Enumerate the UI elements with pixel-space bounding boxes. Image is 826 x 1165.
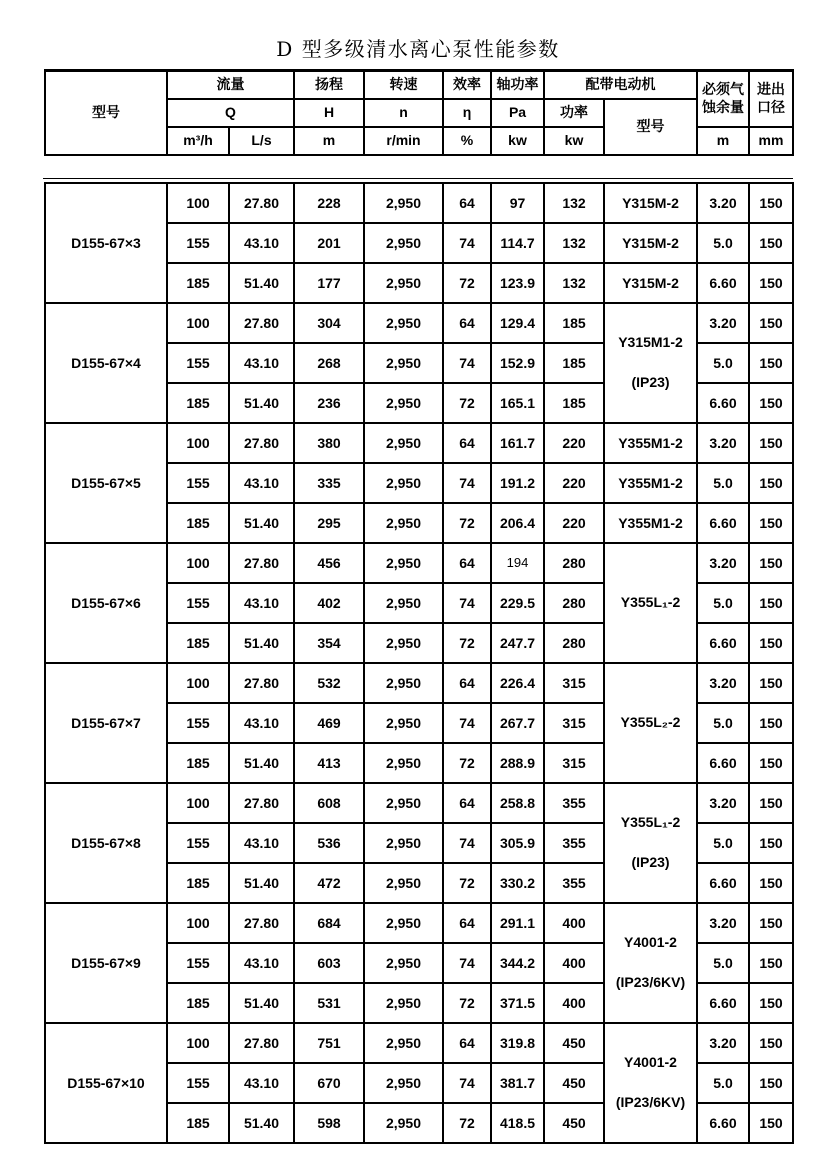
cell-head: 469 (294, 703, 364, 743)
pump-model-cell: D155-67×10 (45, 1023, 167, 1143)
cell-efficiency: 72 (443, 503, 491, 543)
cell-port: 150 (749, 903, 793, 943)
cell-shaft-power: 371.5 (491, 983, 544, 1023)
motor-model-line: (IP23/6KV) (615, 974, 686, 990)
table-row (45, 663, 793, 703)
cell-speed: 2,950 (364, 1023, 443, 1063)
cell-flow-ls: 27.80 (229, 183, 294, 223)
header-motor: 配带电动机 (544, 71, 697, 99)
cell-speed: 2,950 (364, 463, 443, 503)
cell-port: 150 (749, 303, 793, 343)
cell-head: 177 (294, 263, 364, 303)
cell-shaft-power: 291.1 (491, 903, 544, 943)
motor-model-line: Y355L₂-2 (620, 714, 681, 730)
cell-npsh: 6.60 (697, 383, 749, 423)
cell-head: 268 (294, 343, 364, 383)
cell-efficiency: 72 (443, 983, 491, 1023)
cell-npsh: 6.60 (697, 1103, 749, 1143)
header-flow: 流量 (167, 71, 294, 99)
cell-efficiency: 74 (443, 583, 491, 623)
cell-port: 150 (749, 1063, 793, 1103)
unit-motor-kw: kw (544, 127, 604, 155)
cell-flow-m3h: 185 (167, 1103, 229, 1143)
cell-npsh: 3.20 (697, 1023, 749, 1063)
cell-shaft-power: 206.4 (491, 503, 544, 543)
cell-speed: 2,950 (364, 503, 443, 543)
table-row (45, 543, 793, 583)
unit-port-mm: mm (749, 127, 793, 155)
cell-speed: 2,950 (364, 383, 443, 423)
cell-npsh: 5.0 (697, 703, 749, 743)
cell-head: 603 (294, 943, 364, 983)
cell-shaft-power: 288.9 (491, 743, 544, 783)
pump-model-cell: D155-67×9 (45, 903, 167, 1023)
cell-motor-power: 355 (544, 863, 604, 903)
cell-efficiency: 64 (443, 543, 491, 583)
cell-npsh: 3.20 (697, 663, 749, 703)
cell-flow-ls: 27.80 (229, 303, 294, 343)
cell-shaft-power: 330.2 (491, 863, 544, 903)
cell-flow-m3h: 100 (167, 183, 229, 223)
cell-npsh: 5.0 (697, 343, 749, 383)
cell-port: 150 (749, 223, 793, 263)
cell-speed: 2,950 (364, 343, 443, 383)
cell-port: 150 (749, 583, 793, 623)
cell-motor-power: 355 (544, 823, 604, 863)
cell-port: 150 (749, 663, 793, 703)
cell-flow-ls: 51.40 (229, 623, 294, 663)
cell-head: 402 (294, 583, 364, 623)
cell-port: 150 (749, 1023, 793, 1063)
cell-shaft-power: 381.7 (491, 1063, 544, 1103)
cell-shaft-power: 152.9 (491, 343, 544, 383)
cell-port: 150 (749, 543, 793, 583)
cell-flow-ls: 27.80 (229, 783, 294, 823)
cell-shaft-power: 319.8 (491, 1023, 544, 1063)
table-row (45, 423, 793, 463)
motor-model-line: Y315M1-2 (618, 334, 683, 350)
cell-efficiency: 64 (443, 903, 491, 943)
cell-shaft-power: 194 (491, 543, 544, 583)
cell-port: 150 (749, 823, 793, 863)
cell-speed: 2,950 (364, 703, 443, 743)
page-title: D 型多级清水离心泵性能参数 (276, 37, 560, 61)
cell-flow-ls: 27.80 (229, 1023, 294, 1063)
unit-shaft-kw: kw (491, 127, 544, 155)
cell-efficiency: 74 (443, 943, 491, 983)
table-gap (44, 156, 792, 178)
motor-model-cell (604, 303, 697, 423)
cell-head: 380 (294, 423, 364, 463)
cell-flow-ls: 43.10 (229, 943, 294, 983)
cell-flow-ls: 43.10 (229, 1063, 294, 1103)
cell-head: 684 (294, 903, 364, 943)
cell-shaft-power: 258.8 (491, 783, 544, 823)
cell-flow-ls: 43.10 (229, 703, 294, 743)
cell-flow-ls: 51.40 (229, 743, 294, 783)
unit-head-m: m (294, 127, 364, 155)
motor-model-line: (IP23) (631, 374, 670, 390)
cell-efficiency: 74 (443, 343, 491, 383)
motor-model-cell (604, 543, 697, 663)
cell-motor-power: 220 (544, 423, 604, 463)
motor-model-cell: Y315M-2 (604, 263, 697, 303)
cell-speed: 2,950 (364, 903, 443, 943)
motor-model-line: Y4001-2 (624, 1054, 677, 1070)
cell-flow-m3h: 155 (167, 943, 229, 983)
motor-model-line: (IP23) (631, 854, 670, 870)
cell-flow-m3h: 100 (167, 783, 229, 823)
cell-head: 295 (294, 503, 364, 543)
cell-flow-m3h: 155 (167, 703, 229, 743)
cell-motor-power: 400 (544, 903, 604, 943)
cell-speed: 2,950 (364, 943, 443, 983)
cell-head: 472 (294, 863, 364, 903)
cell-speed: 2,950 (364, 1063, 443, 1103)
cell-flow-ls: 43.10 (229, 583, 294, 623)
header-row-1 (45, 71, 793, 99)
motor-model-cell (604, 903, 697, 1023)
cell-motor-power: 450 (544, 1063, 604, 1103)
cell-head: 413 (294, 743, 364, 783)
cell-shaft-power: 123.9 (491, 263, 544, 303)
cell-head: 532 (294, 663, 364, 703)
motor-model-cell: Y355M1-2 (604, 503, 697, 543)
cell-speed: 2,950 (364, 983, 443, 1023)
pump-table-body-table (44, 182, 794, 1144)
cell-flow-ls: 27.80 (229, 423, 294, 463)
motor-model-cell: Y315M-2 (604, 223, 697, 263)
motor-model-cell: Y315M-2 (604, 183, 697, 223)
header-head-symbol: H (294, 99, 364, 127)
pump-model-cell: D155-67×8 (45, 783, 167, 903)
cell-motor-power: 315 (544, 743, 604, 783)
pump-model-cell: D155-67×5 (45, 423, 167, 543)
cell-efficiency: 72 (443, 863, 491, 903)
pump-model-cell: D155-67×6 (45, 543, 167, 663)
cell-npsh: 3.20 (697, 543, 749, 583)
cell-motor-power: 400 (544, 943, 604, 983)
cell-flow-ls: 27.80 (229, 543, 294, 583)
cell-efficiency: 72 (443, 383, 491, 423)
header-efficiency-symbol: η (443, 99, 491, 127)
motor-model-cell: Y355M1-2 (604, 423, 697, 463)
cell-npsh: 6.60 (697, 743, 749, 783)
cell-head: 531 (294, 983, 364, 1023)
cell-head: 201 (294, 223, 364, 263)
cell-motor-power: 315 (544, 703, 604, 743)
cell-shaft-power: 191.2 (491, 463, 544, 503)
cell-npsh: 3.20 (697, 423, 749, 463)
header-model: 型号 (45, 71, 167, 155)
cell-efficiency: 74 (443, 463, 491, 503)
pump-model-cell: D155-67×7 (45, 663, 167, 783)
cell-flow-m3h: 185 (167, 383, 229, 423)
cell-port: 150 (749, 943, 793, 983)
cell-flow-m3h: 185 (167, 863, 229, 903)
cell-speed: 2,950 (364, 543, 443, 583)
unit-rpm: r/min (364, 127, 443, 155)
cell-motor-power: 315 (544, 663, 604, 703)
cell-flow-m3h: 100 (167, 903, 229, 943)
motor-model-cell (604, 663, 697, 783)
cell-motor-power: 280 (544, 623, 604, 663)
cell-speed: 2,950 (364, 223, 443, 263)
cell-efficiency: 64 (443, 1023, 491, 1063)
cell-head: 228 (294, 183, 364, 223)
pump-model-cell: D155-67×3 (45, 183, 167, 303)
cell-head: 236 (294, 383, 364, 423)
header-efficiency: 效率 (443, 71, 491, 99)
cell-speed: 2,950 (364, 583, 443, 623)
cell-npsh: 5.0 (697, 223, 749, 263)
cell-shaft-power: 161.7 (491, 423, 544, 463)
header-shaft-power: 轴功率 (491, 71, 544, 99)
unit-npsh-m: m (697, 127, 749, 155)
cell-port: 150 (749, 623, 793, 663)
header-head: 扬程 (294, 71, 364, 99)
cell-flow-m3h: 155 (167, 223, 229, 263)
cell-motor-power: 132 (544, 183, 604, 223)
header-npsh-line1: 必须气 (702, 81, 744, 98)
cell-head: 598 (294, 1103, 364, 1143)
cell-flow-ls: 51.40 (229, 383, 294, 423)
header-npsh (697, 71, 749, 127)
cell-flow-ls: 51.40 (229, 863, 294, 903)
cell-efficiency: 64 (443, 423, 491, 463)
cell-port: 150 (749, 383, 793, 423)
table-row (45, 1023, 793, 1063)
cell-npsh: 5.0 (697, 1063, 749, 1103)
cell-port: 150 (749, 983, 793, 1023)
cell-motor-power: 132 (544, 263, 604, 303)
cell-motor-power: 355 (544, 783, 604, 823)
cell-shaft-power: 114.7 (491, 223, 544, 263)
header-npsh-line2: 蚀余量 (702, 98, 744, 115)
cell-speed: 2,950 (364, 1103, 443, 1143)
cell-head: 456 (294, 543, 364, 583)
cell-flow-m3h: 185 (167, 263, 229, 303)
cell-port: 150 (749, 343, 793, 383)
cell-flow-m3h: 185 (167, 743, 229, 783)
cell-efficiency: 64 (443, 783, 491, 823)
table-row (45, 303, 793, 343)
cell-motor-power: 220 (544, 463, 604, 503)
cell-flow-m3h: 185 (167, 623, 229, 663)
motor-model-line: Y355L₁-2 (620, 814, 681, 830)
header-motor-model: 型号 (604, 99, 697, 155)
cell-flow-m3h: 100 (167, 543, 229, 583)
cell-flow-m3h: 155 (167, 463, 229, 503)
cell-efficiency: 74 (443, 1063, 491, 1103)
cell-speed: 2,950 (364, 263, 443, 303)
cell-efficiency: 72 (443, 263, 491, 303)
cell-efficiency: 74 (443, 823, 491, 863)
cell-motor-power: 400 (544, 983, 604, 1023)
cell-flow-m3h: 155 (167, 583, 229, 623)
cell-speed: 2,950 (364, 623, 443, 663)
cell-npsh: 6.60 (697, 503, 749, 543)
cell-flow-ls: 43.10 (229, 223, 294, 263)
cell-npsh: 6.60 (697, 983, 749, 1023)
cell-head: 304 (294, 303, 364, 343)
motor-model-line: (IP23/6KV) (615, 1094, 686, 1110)
body-top-rule (43, 178, 793, 179)
cell-speed: 2,950 (364, 743, 443, 783)
motor-model-line: Y355L₁-2 (620, 594, 681, 610)
cell-npsh: 3.20 (697, 183, 749, 223)
cell-shaft-power: 129.4 (491, 303, 544, 343)
cell-port: 150 (749, 463, 793, 503)
cell-efficiency: 72 (443, 1103, 491, 1143)
cell-head: 354 (294, 623, 364, 663)
cell-flow-ls: 51.40 (229, 503, 294, 543)
cell-efficiency: 72 (443, 623, 491, 663)
motor-model-line: Y4001-2 (624, 934, 677, 950)
motor-model-cell: Y355M1-2 (604, 463, 697, 503)
cell-motor-power: 220 (544, 503, 604, 543)
cell-npsh: 5.0 (697, 463, 749, 503)
cell-motor-power: 280 (544, 583, 604, 623)
cell-head: 670 (294, 1063, 364, 1103)
unit-percent: % (443, 127, 491, 155)
cell-port: 150 (749, 183, 793, 223)
cell-efficiency: 74 (443, 703, 491, 743)
cell-flow-ls: 51.40 (229, 983, 294, 1023)
header-ports (749, 71, 793, 127)
pump-table-body (45, 183, 793, 1143)
cell-npsh: 6.60 (697, 263, 749, 303)
cell-shaft-power: 97 (491, 183, 544, 223)
cell-flow-ls: 43.10 (229, 463, 294, 503)
motor-model-cell (604, 783, 697, 903)
cell-motor-power: 185 (544, 383, 604, 423)
cell-speed: 2,950 (364, 823, 443, 863)
cell-port: 150 (749, 503, 793, 543)
header-ports-line1: 进出 (757, 81, 785, 98)
cell-head: 751 (294, 1023, 364, 1063)
cell-shaft-power: 226.4 (491, 663, 544, 703)
cell-efficiency: 64 (443, 303, 491, 343)
unit-m3h: m³/h (167, 127, 229, 155)
pump-table-header (44, 69, 794, 156)
cell-npsh: 5.0 (697, 823, 749, 863)
cell-port: 150 (749, 1103, 793, 1143)
cell-head: 536 (294, 823, 364, 863)
cell-flow-m3h: 155 (167, 343, 229, 383)
cell-motor-power: 185 (544, 343, 604, 383)
cell-speed: 2,950 (364, 303, 443, 343)
cell-flow-m3h: 155 (167, 1063, 229, 1103)
table-row (45, 783, 793, 823)
header-shaft-symbol: Pa (491, 99, 544, 127)
cell-flow-ls: 51.40 (229, 263, 294, 303)
unit-ls: L/s (229, 127, 294, 155)
cell-flow-ls: 43.10 (229, 823, 294, 863)
cell-flow-m3h: 100 (167, 423, 229, 463)
cell-npsh: 5.0 (697, 583, 749, 623)
cell-shaft-power: 267.7 (491, 703, 544, 743)
cell-port: 150 (749, 423, 793, 463)
cell-flow-m3h: 100 (167, 303, 229, 343)
motor-model-cell (604, 1023, 697, 1143)
cell-motor-power: 450 (544, 1023, 604, 1063)
cell-speed: 2,950 (364, 183, 443, 223)
cell-flow-m3h: 100 (167, 663, 229, 703)
cell-npsh: 6.60 (697, 623, 749, 663)
cell-shaft-power: 344.2 (491, 943, 544, 983)
cell-shaft-power: 418.5 (491, 1103, 544, 1143)
cell-npsh: 3.20 (697, 783, 749, 823)
cell-port: 150 (749, 783, 793, 823)
cell-shaft-power: 165.1 (491, 383, 544, 423)
cell-flow-m3h: 100 (167, 1023, 229, 1063)
cell-flow-ls: 51.40 (229, 1103, 294, 1143)
cell-head: 608 (294, 783, 364, 823)
cell-speed: 2,950 (364, 663, 443, 703)
cell-motor-power: 132 (544, 223, 604, 263)
cell-shaft-power: 247.7 (491, 623, 544, 663)
cell-npsh: 6.60 (697, 863, 749, 903)
cell-flow-ls: 43.10 (229, 343, 294, 383)
cell-shaft-power: 229.5 (491, 583, 544, 623)
table-row (45, 183, 793, 223)
cell-motor-power: 450 (544, 1103, 604, 1143)
cell-port: 150 (749, 743, 793, 783)
cell-port: 150 (749, 263, 793, 303)
cell-head: 335 (294, 463, 364, 503)
cell-flow-ls: 27.80 (229, 903, 294, 943)
cell-flow-ls: 27.80 (229, 663, 294, 703)
header-motor-power: 功率 (544, 99, 604, 127)
cell-efficiency: 64 (443, 663, 491, 703)
cell-npsh: 5.0 (697, 943, 749, 983)
cell-flow-m3h: 155 (167, 823, 229, 863)
cell-efficiency: 72 (443, 743, 491, 783)
cell-shaft-power: 305.9 (491, 823, 544, 863)
table-row (45, 903, 793, 943)
header-flow-symbol: Q (167, 99, 294, 127)
header-speed: 转速 (364, 71, 443, 99)
cell-speed: 2,950 (364, 783, 443, 823)
cell-efficiency: 74 (443, 223, 491, 263)
cell-motor-power: 185 (544, 303, 604, 343)
cell-speed: 2,950 (364, 863, 443, 903)
header-ports-line2: 口径 (757, 98, 785, 115)
cell-flow-m3h: 185 (167, 983, 229, 1023)
cell-port: 150 (749, 703, 793, 743)
cell-speed: 2,950 (364, 423, 443, 463)
cell-motor-power: 280 (544, 543, 604, 583)
header-speed-symbol: n (364, 99, 443, 127)
cell-npsh: 3.20 (697, 303, 749, 343)
cell-flow-m3h: 185 (167, 503, 229, 543)
cell-efficiency: 64 (443, 183, 491, 223)
document-page (44, 0, 792, 1144)
cell-port: 150 (749, 863, 793, 903)
cell-npsh: 3.20 (697, 903, 749, 943)
pump-model-cell: D155-67×4 (45, 303, 167, 423)
